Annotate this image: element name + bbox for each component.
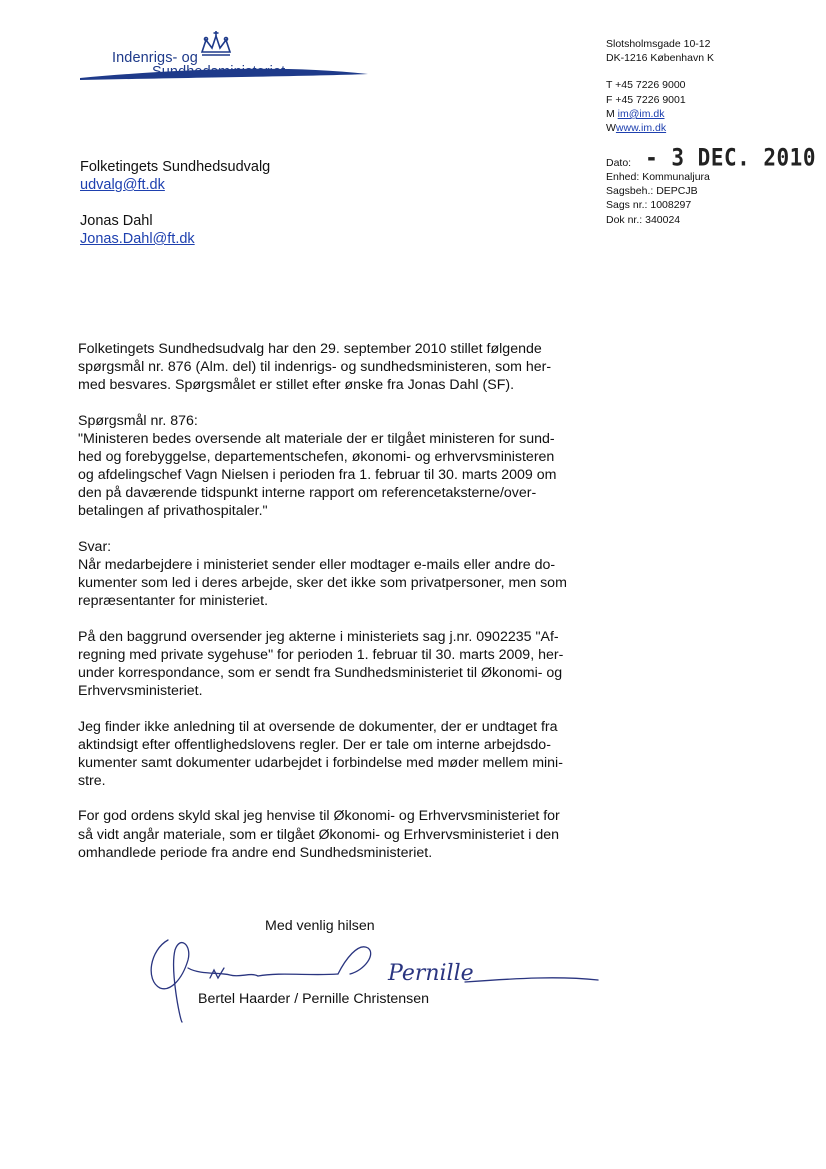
meta-dok-nr: Dok nr.: 340024	[606, 213, 681, 226]
recipient-email-link[interactable]: udvalg@ft.dk	[80, 177, 165, 193]
document-meta	[606, 143, 816, 227]
recipient-email-link[interactable]: Jonas.Dahl@ft.dk	[80, 231, 195, 247]
paragraph-5: For god ordens skyld skal jeg henvise til Økonomi- og Erhvervsministeriet for så vidt angår materiale, som er tilgået Økonomi- og Erhvervsministeriet i den omhandlede periode fra andre end Sundhedsministeriet.	[78, 808, 560, 861]
date-row	[606, 143, 816, 172]
recipient-name: Folketingets Sundhedsudvalg	[80, 159, 271, 175]
recipient-name: Jonas Dahl	[80, 213, 153, 229]
sender-mail-row: M im@im.dk	[606, 107, 665, 120]
meta-enhed: Enhed: Kommunaljura	[606, 171, 710, 183]
sender-address-line2: DK-1216 København K	[606, 52, 714, 65]
logo-text-line1: Indenrigs- og	[112, 50, 198, 66]
logo-text-line2: Sundhedsministeriet	[152, 64, 286, 80]
paragraph-intro: Folketingets Sundhedsudvalg har den 29. september 2010 stillet følgende spørgsmål nr. 876 (Alm. del) til indenrigs- og sundhedsministeren, som her- med besvares. Spørgsmålet er stillet efter ønske fra Jonas Dahl (SF).	[78, 341, 552, 394]
paragraph-answer: Svar: Når medarbejdere i ministeriet sender eller modtager e-mails eller andre do- kumenter som led i deres arbejde, sker det ikke som privatpersoner, men som repræsentanter for ministeriet.	[78, 538, 567, 610]
recipient-1	[80, 158, 270, 194]
paragraph-3: På den baggrund oversender jeg akterne i ministeriets sag j.nr. 0902235 "Af- regning med private sygehuse" for perioden 1. februar til 30. marts 2009, her- under korrespondance, som er sendt fra Sundhedsministeriet til Økonomi- og Erhvervsministeriet.	[78, 628, 564, 699]
date-stamp: - 3 DEC. 2010	[645, 143, 816, 172]
signature-text: Pernille	[388, 961, 474, 986]
sender-web-row: Wwww.im.dk	[606, 122, 667, 135]
signer-names: Bertel Haarder / Pernille Christensen	[198, 991, 430, 1007]
closing-greeting: Med venlig hilsen	[265, 918, 375, 934]
sender-address-line1: Slotsholmsgade 10-12	[606, 38, 711, 50]
crown-icon	[202, 31, 230, 55]
paragraph-4: Jeg finder ikke anledning til at oversende de dokumenter, der er undtaget fra aktindsigt efter offentlighedslovens regler. Der er tale om interne arbejdsdo- kumenter samt dokumenter udarbejdet i forbindelse med møder mellem mini- stre.	[78, 718, 563, 789]
sender-fax: F +45 7226 9001	[606, 93, 686, 106]
sender-web-link[interactable]: www.im.dk	[615, 122, 667, 135]
sender-mail-link[interactable]: im@im.dk	[617, 107, 665, 120]
date-label: Dato:	[606, 156, 632, 169]
paragraph-question: Spørgsmål nr. 876: "Ministeren bedes oversende alt materiale der er tilgået ministeren for sund- hed og forebyggelse, departementschefen, økonomi- og erhvervsministeren og afdelingschef Vagn Nielsen i perioden fra 1. februar til 30. marts 2009 om den på daværende tidspunkt interne rapport om referencetaksterne/over- betalingen af privathospitaler."	[78, 412, 557, 520]
recipient-2	[80, 212, 195, 248]
meta-sags-nr: Sags nr.: 1008297	[606, 199, 692, 212]
letter-body	[78, 340, 570, 879]
sender-phone: T +45 7226 9000	[606, 79, 686, 92]
handwritten-signature	[140, 930, 610, 1030]
sender-info	[606, 37, 714, 135]
meta-sagsbeh: Sagsbeh.: DEPCJB	[606, 185, 698, 198]
